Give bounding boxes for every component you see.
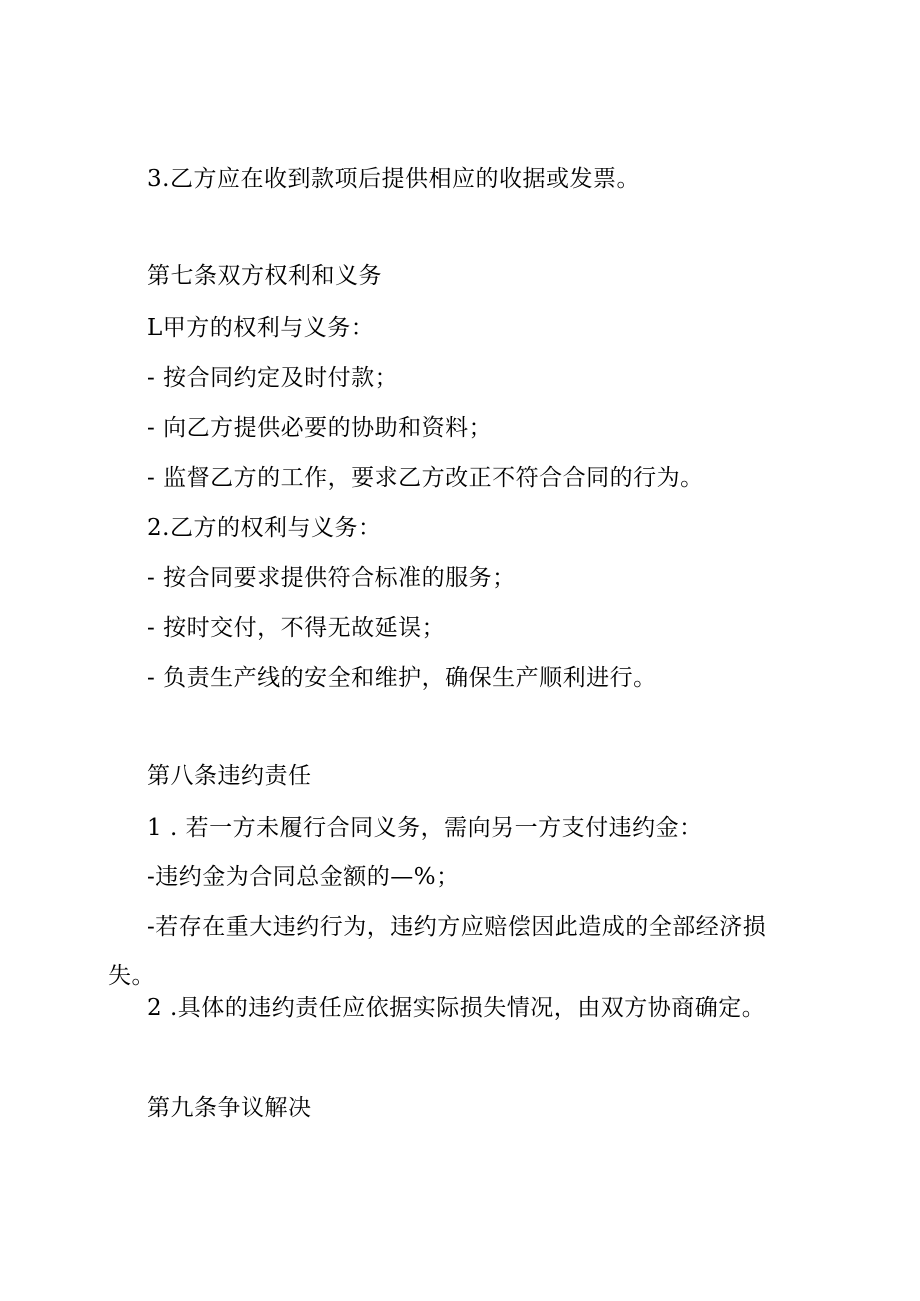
breach-compensation-continued: 失。 bbox=[108, 963, 155, 989]
payment-clause-3: 3.乙方应在收到款项后提供相应的收据或发票。 bbox=[147, 166, 640, 192]
section-9-heading: 第九条争议解决 bbox=[147, 1095, 312, 1121]
party-a-rights-heading: L甲方的权利与义务： bbox=[147, 315, 375, 341]
party-b-item-service: - 按合同要求提供符合标准的服务； bbox=[147, 565, 516, 591]
section-7-heading: 第七条双方权利和义务 bbox=[147, 263, 382, 289]
party-a-item-assistance: - 向乙方提供必要的协助和资料； bbox=[147, 415, 493, 441]
party-b-rights-heading: 2.乙方的权利与义务： bbox=[147, 515, 382, 541]
breach-compensation: -若存在重大违约行为，违约方应赔偿因此造成的全部经济损 bbox=[147, 914, 767, 940]
breach-clause-1: 1 . 若一方未履行合同义务，需向另一方支付违约金： bbox=[147, 815, 703, 841]
party-b-item-safety: - 负责生产线的安全和维护，确保生产顺利进行。 bbox=[147, 665, 657, 691]
breach-clause-2: 2 .具体的违约责任应依据实际损失情况，由双方协商确定。 bbox=[147, 995, 766, 1021]
section-8-heading: 第八条违约责任 bbox=[147, 763, 312, 789]
party-a-item-payment: - 按合同约定及时付款； bbox=[147, 365, 399, 391]
party-a-item-supervision: - 监督乙方的工作，要求乙方改正不符合合同的行为。 bbox=[147, 465, 704, 491]
party-b-item-delivery: - 按时交付，不得无故延误； bbox=[147, 615, 446, 641]
breach-penalty-rate: -违约金为合同总金额的—%； bbox=[147, 864, 460, 890]
